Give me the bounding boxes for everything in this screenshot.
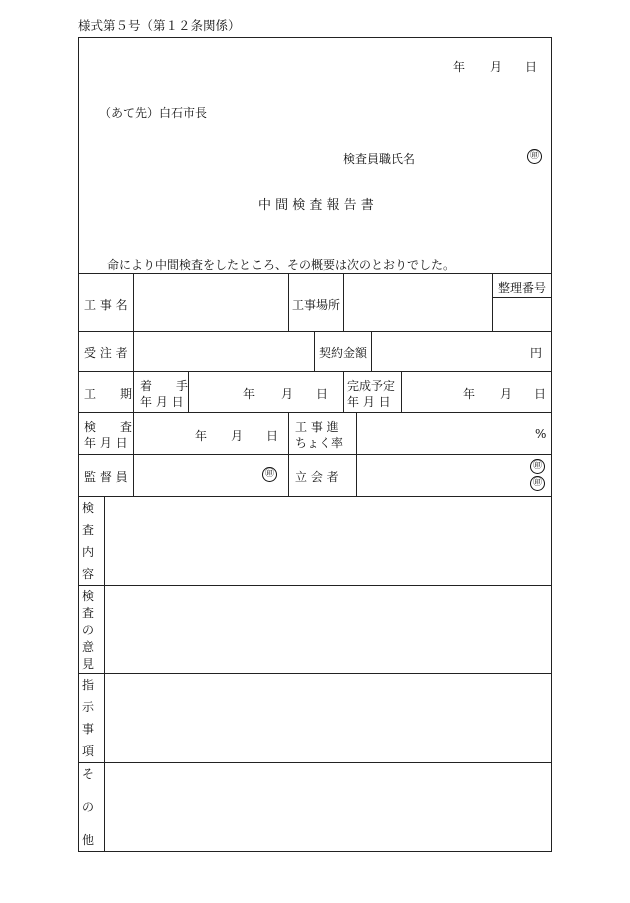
end-day-label: 日 xyxy=(534,387,547,401)
rule xyxy=(78,496,552,497)
supervisor-seal-icon: ㊞ xyxy=(262,467,277,482)
end-month-label: 月 xyxy=(500,387,513,401)
rule xyxy=(371,331,372,371)
label-kantokuin: 監 督 員 xyxy=(84,470,128,484)
label-seiri-bango: 整理番号 xyxy=(498,281,547,295)
rule xyxy=(78,412,552,413)
section-kensa-naiyo-label: 検 査 内 容 xyxy=(81,501,94,581)
rule xyxy=(78,331,552,332)
label-koki: 工 期 xyxy=(84,387,133,401)
label-juchusha: 受 注 者 xyxy=(84,346,128,360)
rule xyxy=(314,331,315,371)
section-shiji-jiko-label: 指 示 事 項 xyxy=(81,678,94,758)
rule xyxy=(78,371,552,372)
label-koji-basho: 工事場所 xyxy=(292,298,341,312)
intro-text: 命により中間検査をしたところ、その概要は次のとおりでした。 xyxy=(107,258,456,272)
rule xyxy=(104,496,105,852)
rule xyxy=(133,273,134,496)
label-koji-mei: 工 事 名 xyxy=(84,298,128,312)
rule xyxy=(288,412,289,496)
rule xyxy=(78,762,552,763)
label-kensa-date: 年 月 日 xyxy=(84,436,128,450)
rule xyxy=(288,273,289,331)
addressee: （あて先）白石市長 xyxy=(99,106,208,120)
yen-unit: 円 xyxy=(530,346,543,360)
percent-unit: % xyxy=(535,427,547,441)
rule xyxy=(188,371,189,412)
end-year-label: 年 xyxy=(463,387,476,401)
rule xyxy=(401,371,402,412)
section-kensa-iken-label: 検 査 の 意 見 xyxy=(81,589,94,671)
label-shinchoku-ritsu: ちょく率 xyxy=(295,436,344,450)
rule xyxy=(492,273,493,331)
rule xyxy=(343,273,344,331)
inspector-name-label: 検査員職氏名 xyxy=(343,152,416,166)
label-keiyaku-kingaku: 契約金額 xyxy=(319,346,368,360)
form-number: 様式第５号（第１２条関係） xyxy=(78,18,241,33)
inspection-month-label: 月 xyxy=(231,429,244,443)
rule xyxy=(78,673,552,674)
start-day-label: 日 xyxy=(316,387,329,401)
label-tachiaisha: 立 会 者 xyxy=(295,470,339,484)
section-sonota-label: そ の 他 xyxy=(81,767,94,847)
rule xyxy=(78,454,552,455)
inspection-year-label: 年 xyxy=(195,429,208,443)
rule xyxy=(78,273,552,274)
witness-seal-icon: ㊞ xyxy=(530,459,545,474)
label-kensa: 検 査 xyxy=(84,420,133,434)
label-kansei-date: 年 月 日 xyxy=(347,395,391,409)
rule xyxy=(492,297,552,298)
inspector-seal-icon: ㊞ xyxy=(527,149,542,164)
label-chakushu: 着 手 xyxy=(140,379,189,393)
label-kansei-yotei: 完成予定 xyxy=(347,379,396,393)
inspection-day-label: 日 xyxy=(266,429,279,443)
rule xyxy=(343,371,344,412)
label-chakushu-date: 年 月 日 xyxy=(140,395,184,409)
document-title: 中 間 検 査 報 告 書 xyxy=(258,198,374,213)
rule xyxy=(356,412,357,496)
date-month-label: 月 xyxy=(490,60,503,74)
start-month-label: 月 xyxy=(281,387,294,401)
witness-seal-icon: ㊞ xyxy=(530,476,545,491)
rule xyxy=(78,585,552,586)
date-year-label: 年 xyxy=(453,60,466,74)
date-day-label: 日 xyxy=(525,60,538,74)
start-year-label: 年 xyxy=(243,387,256,401)
label-shinchoku: 工 事 進 xyxy=(295,420,339,434)
